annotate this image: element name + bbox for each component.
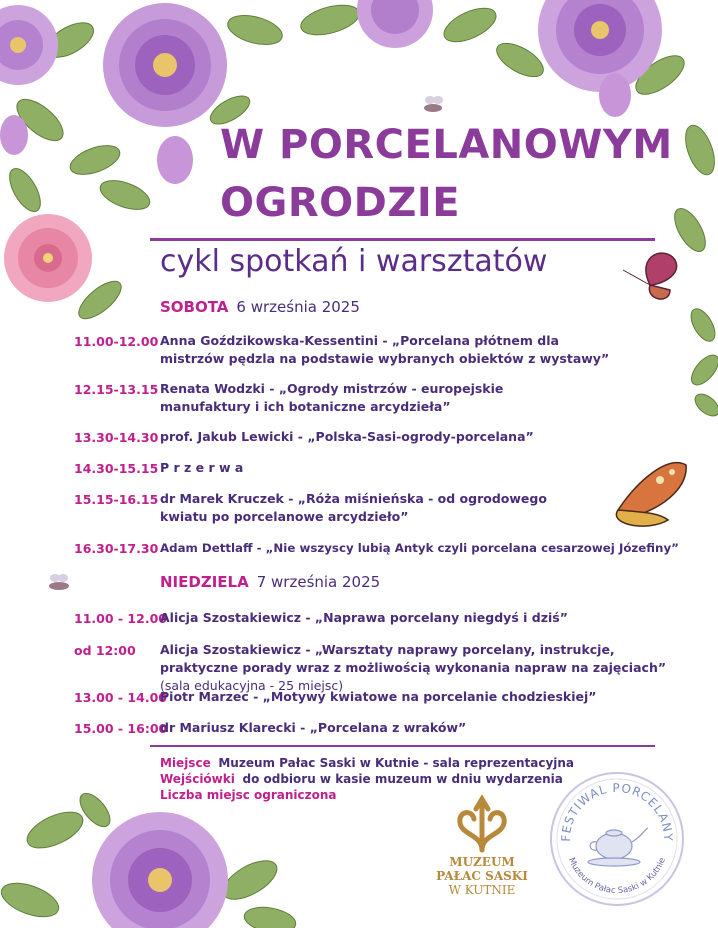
event-description: Piotr Marzec - „Motywy kwiatowe na porcelanie chodzieskiej” [160,689,597,704]
day-header-sunday [160,573,380,591]
subtitle: cykl spotkań i warsztatów [160,244,548,279]
museum-name-line2: PAŁAC SASKI [436,869,528,883]
event-time: 11.00 - 12.00 [74,611,167,626]
festival-logo [548,770,686,908]
event-description: Adam Dettlaff - „Nie wszyscy lubią Antyk czyli porcelana cesarzowej Józefiny” [160,541,679,555]
info-limit-text: Liczba miejsc ograniczona [160,788,337,802]
festival-logo-bottom-text: Muzeum Pałac Saski w Kutnie [566,856,668,897]
event-time: 16.30-17.30 [74,541,159,556]
day-name: SOBOTA [160,298,229,316]
info-place-value: Muzeum Pałac Saski w Kutnie - sala reprezentacyjna [218,756,575,770]
page-title-line2: OGRODZIE [220,180,461,226]
event-description: dr Mariusz Klarecki - „Porcelana z wraków” [160,720,467,735]
museum-name-line1: MUZEUM [449,855,515,869]
leaf-decoration-right [675,300,718,420]
event-description: P r z e r w a [160,460,244,475]
info-tickets-value: do odbioru w kasie muzeum w dniu wydarzenia [242,772,563,786]
info-divider [150,745,655,747]
event-description: prof. Jakub Lewicki - „Polska-Sasi-ogrody-porcelana” [160,429,534,444]
day-name: NIEDZIELA [160,573,249,591]
info-limit [160,787,337,804]
day-date: 7 września 2025 [256,573,381,591]
event-description: Alicja Szostakiewicz - „Naprawa porcelany niegdyś i dziś” [160,610,568,625]
title-divider [150,238,655,241]
day-date: 6 września 2025 [236,298,360,316]
museum-logo [432,795,532,905]
event-time: od 12:00 [74,643,136,658]
event-time: 14.30-15.15 [74,461,159,476]
event-description [160,641,670,695]
info-place [160,755,574,772]
info-place-label: Miejsce [160,756,211,770]
museum-emblem-icon [432,795,532,855]
event-time: 15.00 - 16:00 [74,721,168,736]
event-note: (sala edukacyjna - 25 miejsc) [160,678,344,693]
museum-name-line3: W KUTNIE [448,883,516,897]
info-tickets [160,771,563,788]
event-time: 11.00-12.00 [74,334,159,349]
event-time: 13.30-14.30 [74,430,159,445]
event-description-text: Alicja Szostakiewicz - „Warsztaty naprawy porcelany, instrukcje, praktyczne porady wraz z możliwością wykonania napraw na zajęciach” [160,642,667,675]
event-time: 12.15-13.15 [74,382,159,397]
event-description: dr Marek Kruczek - „Róża miśnieńska - od ogrodowego kwiatu po porcelanowe arcydzieło” [160,491,547,524]
event-description: Renata Wodzki - „Ogrody mistrzów - europejskie manufaktury i ich botaniczne arcydzieła” [160,381,504,414]
event-description: Anna Goździkowska-Kessentini - „Porcelana płótnem dla mistrzów pędzla na podstawie wybranych obiektów z wystawy” [160,333,610,366]
page-title-line1: W PORCELANOWYM [220,122,673,168]
event-time: 15.15-16.15 [74,492,159,507]
day-header-saturday [160,298,360,316]
event-time: 13.00 - 14.00 [74,690,167,705]
bee-icon [44,568,74,598]
info-tickets-label: Wejściówki [160,772,235,786]
festival-logo-top-text: FESTIWAL PORCELANY [558,780,676,842]
